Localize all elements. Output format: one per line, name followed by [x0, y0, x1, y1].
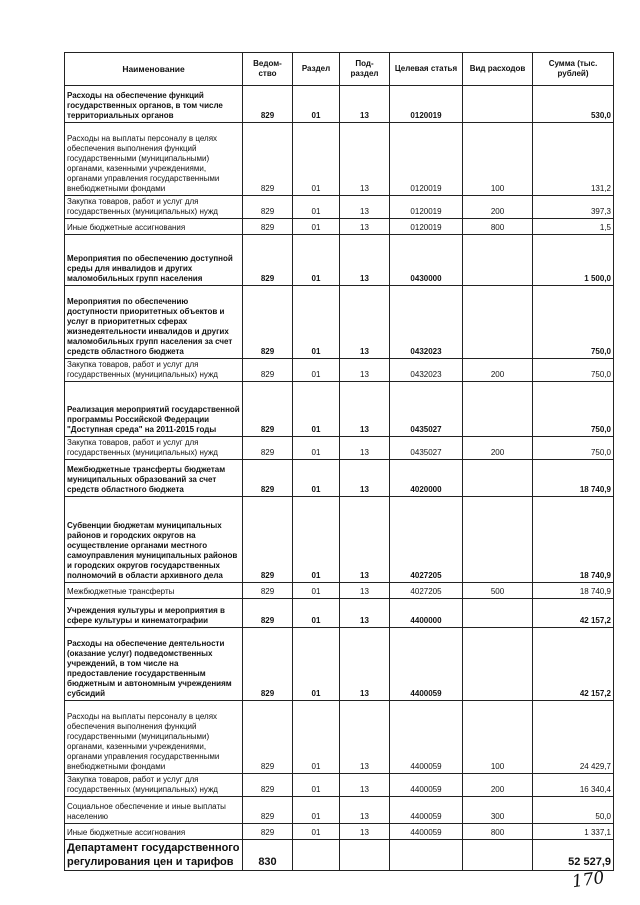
row-name: Социальное обеспечение и иные выплаты населению	[65, 797, 243, 824]
row-type: 500	[463, 583, 533, 599]
row-sum: 1 500,0	[533, 235, 614, 286]
row-name: Расходы на обеспечение функций государственных органов, в том числе территориальных органов	[65, 86, 243, 123]
row-target: 0435027	[390, 437, 463, 460]
row-sum: 42 157,2	[533, 628, 614, 701]
row-target: 4027205	[390, 497, 463, 583]
row-target: 4027205	[390, 583, 463, 599]
table-cell	[463, 840, 533, 871]
department-code: 830	[243, 840, 293, 871]
row-section: 01	[293, 599, 340, 628]
row-subsection: 13	[340, 797, 390, 824]
row-subsection: 13	[340, 628, 390, 701]
row-target: 4400059	[390, 797, 463, 824]
row-subsection: 13	[340, 774, 390, 797]
row-type: 100	[463, 123, 533, 196]
header-dept: Ведом- ство	[243, 53, 293, 86]
row-target: 4020000	[390, 460, 463, 497]
row-type: 200	[463, 196, 533, 219]
row-dept: 829	[243, 286, 293, 359]
row-target: 0432023	[390, 286, 463, 359]
row-dept: 829	[243, 219, 293, 235]
row-subsection: 13	[340, 599, 390, 628]
department-name: Департамент государственного регулирования цен и тарифов	[65, 840, 243, 871]
row-dept: 829	[243, 86, 293, 123]
row-subsection: 13	[340, 359, 390, 382]
header-subsection: Под- раздел	[340, 53, 390, 86]
row-section: 01	[293, 235, 340, 286]
row-type: 800	[463, 219, 533, 235]
row-sum: 1,5	[533, 219, 614, 235]
row-subsection: 13	[340, 497, 390, 583]
row-sum: 18 740,9	[533, 497, 614, 583]
row-subsection: 13	[340, 460, 390, 497]
row-dept: 829	[243, 599, 293, 628]
row-type: 300	[463, 797, 533, 824]
row-sum: 750,0	[533, 382, 614, 437]
table-row	[65, 359, 614, 382]
row-dept: 829	[243, 235, 293, 286]
table-cell	[390, 840, 463, 871]
row-name: Закупка товаров, работ и услуг для государственных (муниципальных) нужд	[65, 437, 243, 460]
row-name: Закупка товаров, работ и услуг для государственных (муниципальных) нужд	[65, 196, 243, 219]
row-dept: 829	[243, 797, 293, 824]
row-type	[463, 86, 533, 123]
row-name: Закупка товаров, работ и услуг для государственных (муниципальных) нужд	[65, 774, 243, 797]
row-name: Мероприятия по обеспечению доступности приоритетных объектов и услуг в приоритетных сферах жизнедеятельности инвалидов и других маломобильных групп населения за счет средств областного бюджета	[65, 286, 243, 359]
row-section: 01	[293, 583, 340, 599]
row-target: 0120019	[390, 86, 463, 123]
header-type: Вид расходов	[463, 53, 533, 86]
row-dept: 829	[243, 382, 293, 437]
row-section: 01	[293, 628, 340, 701]
row-name: Межбюджетные трансферты бюджетам муниципальных образований за счет средств областного бюджета	[65, 460, 243, 497]
row-section: 01	[293, 286, 340, 359]
row-name: Закупка товаров, работ и услуг для государственных (муниципальных) нужд	[65, 359, 243, 382]
row-dept: 829	[243, 583, 293, 599]
row-type: 200	[463, 437, 533, 460]
row-name: Расходы на выплаты персоналу в целях обеспечения выполнения функций государственными (муниципальными) органами, казенными учреждениями, органами управления государственными внебюджетными фондами	[65, 123, 243, 196]
row-name: Субвенции бюджетам муниципальных районов и городских округов на осуществление органами местного самоуправления муниципальных районов и городских округов государственных полномочий в области архивного дела	[65, 497, 243, 583]
row-target: 4400000	[390, 599, 463, 628]
row-section: 01	[293, 359, 340, 382]
table-row	[65, 235, 614, 286]
row-subsection: 13	[340, 583, 390, 599]
row-sum: 750,0	[533, 286, 614, 359]
page-number: 170	[570, 867, 606, 893]
table-row	[65, 497, 614, 583]
row-type	[463, 235, 533, 286]
row-target: 0435027	[390, 382, 463, 437]
row-sum: 530,0	[533, 86, 614, 123]
row-target: 4400059	[390, 774, 463, 797]
department-row	[65, 840, 614, 871]
row-section: 01	[293, 460, 340, 497]
row-sum: 18 740,9	[533, 583, 614, 599]
table-row	[65, 460, 614, 497]
row-type: 800	[463, 824, 533, 840]
table-row	[65, 774, 614, 797]
row-sum: 16 340,4	[533, 774, 614, 797]
row-target: 0430000	[390, 235, 463, 286]
table-row	[65, 628, 614, 701]
row-target: 4400059	[390, 701, 463, 774]
row-subsection: 13	[340, 286, 390, 359]
row-target: 4400059	[390, 824, 463, 840]
row-subsection: 13	[340, 123, 390, 196]
department-sum: 52 527,9	[533, 840, 614, 871]
row-section: 01	[293, 382, 340, 437]
row-sum: 750,0	[533, 437, 614, 460]
row-sum: 18 740,9	[533, 460, 614, 497]
row-target: 4400059	[390, 628, 463, 701]
table-row	[65, 286, 614, 359]
row-type	[463, 599, 533, 628]
budget-table	[64, 52, 614, 871]
table-cell	[340, 840, 390, 871]
row-name: Межбюджетные трансферты	[65, 583, 243, 599]
row-sum: 42 157,2	[533, 599, 614, 628]
row-sum: 397,3	[533, 196, 614, 219]
table-header-row	[65, 53, 614, 86]
row-subsection: 13	[340, 196, 390, 219]
row-type	[463, 497, 533, 583]
table-row	[65, 437, 614, 460]
row-section: 01	[293, 797, 340, 824]
row-dept: 829	[243, 824, 293, 840]
table-row	[65, 583, 614, 599]
table-row	[65, 824, 614, 840]
row-section: 01	[293, 196, 340, 219]
row-target: 0120019	[390, 123, 463, 196]
row-dept: 829	[243, 123, 293, 196]
row-sum: 1 337,1	[533, 824, 614, 840]
header-target: Целевая статья	[390, 53, 463, 86]
row-dept: 829	[243, 497, 293, 583]
header-sum: Сумма (тыс. рублей)	[533, 53, 614, 86]
table-row	[65, 219, 614, 235]
row-type: 200	[463, 774, 533, 797]
row-subsection: 13	[340, 235, 390, 286]
row-name: Иные бюджетные ассигнования	[65, 219, 243, 235]
row-dept: 829	[243, 628, 293, 701]
table-row	[65, 86, 614, 123]
row-section: 01	[293, 774, 340, 797]
header-section: Раздел	[293, 53, 340, 86]
row-subsection: 13	[340, 824, 390, 840]
row-name: Учреждения культуры и мероприятия в сфере культуры и кинематографии	[65, 599, 243, 628]
row-subsection: 13	[340, 382, 390, 437]
row-name: Расходы на обеспечение деятельности (оказание услуг) подведомственных учреждений, в том числе на предоставление государственным бюджетным и автономным учреждениям субсидий	[65, 628, 243, 701]
table-row	[65, 599, 614, 628]
row-sum: 24 429,7	[533, 701, 614, 774]
row-type	[463, 460, 533, 497]
row-section: 01	[293, 123, 340, 196]
table-row	[65, 701, 614, 774]
row-section: 01	[293, 701, 340, 774]
table-row	[65, 123, 614, 196]
row-subsection: 13	[340, 701, 390, 774]
row-sum: 50,0	[533, 797, 614, 824]
row-subsection: 13	[340, 86, 390, 123]
table-row	[65, 797, 614, 824]
header-name: Наименование	[65, 53, 243, 86]
table-row	[65, 196, 614, 219]
row-subsection: 13	[340, 437, 390, 460]
row-section: 01	[293, 219, 340, 235]
row-type: 200	[463, 359, 533, 382]
row-sum: 131,2	[533, 123, 614, 196]
row-dept: 829	[243, 359, 293, 382]
row-target: 0120019	[390, 219, 463, 235]
row-dept: 829	[243, 437, 293, 460]
row-dept: 829	[243, 196, 293, 219]
row-target: 0432023	[390, 359, 463, 382]
row-type	[463, 286, 533, 359]
row-subsection: 13	[340, 219, 390, 235]
row-type	[463, 628, 533, 701]
row-dept: 829	[243, 460, 293, 497]
row-name: Иные бюджетные ассигнования	[65, 824, 243, 840]
row-name: Реализация мероприятий государственной программы Российской Федерации "Доступная среда" на 2011-2015 годы	[65, 382, 243, 437]
row-type	[463, 382, 533, 437]
row-section: 01	[293, 86, 340, 123]
table-cell	[293, 840, 340, 871]
row-section: 01	[293, 497, 340, 583]
row-section: 01	[293, 824, 340, 840]
row-type: 100	[463, 701, 533, 774]
row-dept: 829	[243, 701, 293, 774]
row-name: Мероприятия по обеспечению доступной среды для инвалидов и других маломобильных групп населения	[65, 235, 243, 286]
table-row	[65, 382, 614, 437]
row-sum: 750,0	[533, 359, 614, 382]
row-name: Расходы на выплаты персоналу в целях обеспечения выполнения функций государственными (муниципальными) органами, казенными учреждениями, органами управления государственными внебюджетными фондами	[65, 701, 243, 774]
row-target: 0120019	[390, 196, 463, 219]
row-section: 01	[293, 437, 340, 460]
row-dept: 829	[243, 774, 293, 797]
